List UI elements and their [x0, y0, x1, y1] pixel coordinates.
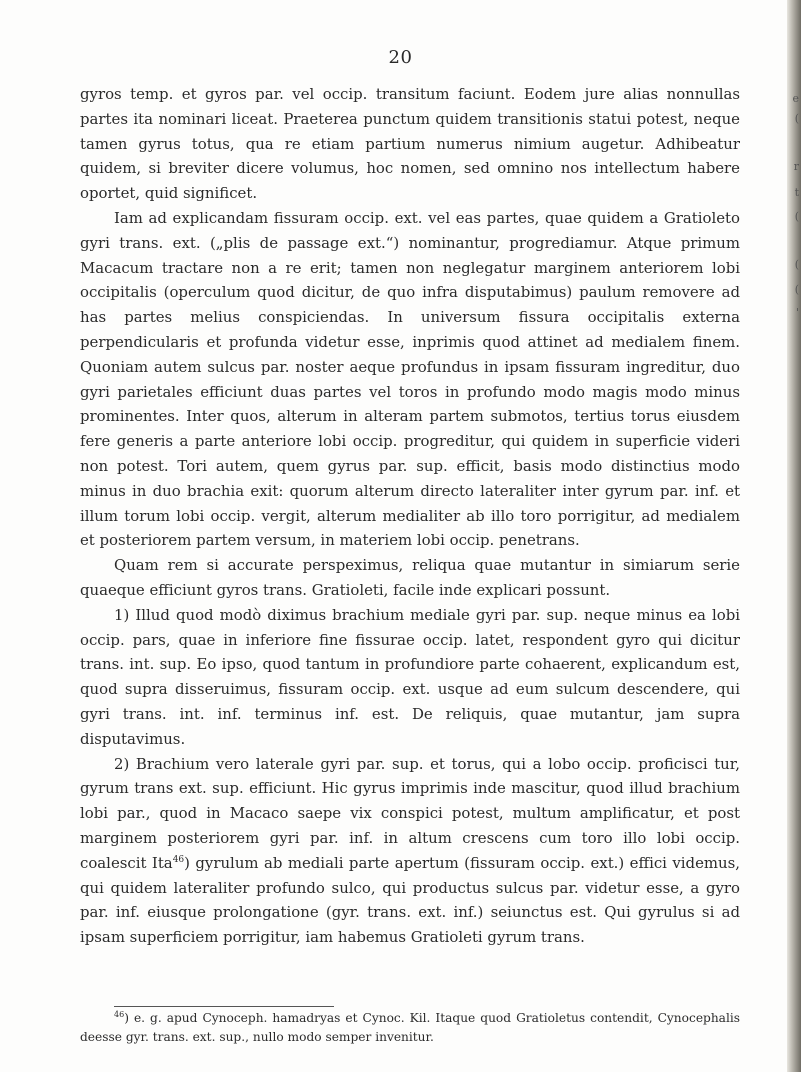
edge-letter: ( [794, 283, 799, 296]
footnote [80, 1009, 740, 1047]
paragraph [80, 752, 740, 950]
edge-letter: ( [794, 258, 799, 271]
paragraph: Iam ad explicandam fissuram occip. ext. vel eas partes, quae quidem a Gratioleto gyri trans. ext. („plis de passage ext.“) nominantur, progrediamur. Atque primum Macacum tractare non a re erit; tamen non neglegatur marginem anteriorem lobi occipitalis (operculum quod dicitur, de quo infra disputabimus) paulum removere ad has partes melius conspiciendas. In universum fissura occipitalis externa perpendicularis et profunda videtur esse, inprimis quod attinet ad medialem finem. Quoniam autem sulcus par. noster aeque profundus in ipsam fissuram ingreditur, duo gyri parietales efficiunt duas partes vel toros in profundo modo magis modo minus prominentes. Inter quos, alterum in alteram partem submotos, tertius torus eiusdem fere generis a parte anteriore lobi occip. progreditur, qui quidem in superficie videri non potest. Tori autem, quem gyrus par. sup. efficit, basis modo distinctius modo minus in duo brachia exit: quorum alterum directo lateraliter inter gyrum par. inf. et illum torum lobi occip. vergit, alterum medialiter ab illo toro porrigitur, ad medialem et posteriorem partem versum, in materiem lobi occip. penetrans. [80, 208, 740, 550]
footnote-text: ) e. g. apud Cynoceph. hamadryas et Cynoc. Kil. Itaque quod Gratioletus contendit, Cynocephalis deesse gyr. trans. ext. sup., nullo modo semper invenitur. [80, 1011, 740, 1044]
paragraph: Quam rem si accurate perspeximus, reliqua quae mutantur in simiarum serie quaeque efficiunt gyros trans. Gratioleti, facile inde explicari possunt. [80, 556, 740, 599]
edge-letter: ( [794, 112, 799, 125]
edge-letter: t [794, 186, 799, 199]
body-text [80, 82, 740, 950]
edge-letter: ' [795, 306, 799, 319]
paragraph-text: ) gyrulum ab mediali parte apertum (fissuram occip. ext.) effici videmus, qui quidem lateraliter profundo sulco, qui productus sulcus par. videtur esse, a gyro par. inf. eiusque prolongatione (gyr. trans. ext. inf.) seiunctus est. Qui gyrulus si ad ipsam superficiem porrigitur, iam habemus Gratioleti gyrum trans. [80, 853, 740, 947]
edge-letter: e [792, 92, 799, 105]
edge-letter: r [793, 160, 799, 173]
page-number: 20 [388, 47, 413, 68]
adjacent-page-edge [787, 0, 801, 1072]
paragraph: 1) Illud quod modò diximus brachium mediale gyri par. sup. neque minus ea lobi occip. pars, quae in inferiore fine fissurae occip. latet, respondent gyro qui dicitur trans. int. sup. Eo ipso, quod tantum in profundiore parte cohaerent, explicandum est, quod supra disseruimus, fissuram occip. ext. usque ad eum sulcum descendere, qui gyri trans. int. inf. terminus inf. est. De reliquis, quae mutantur, jam supra disputavimus. [80, 605, 740, 748]
footnote-reference[interactable]: 46 [172, 854, 185, 865]
footnote-mark: 46 [114, 1009, 125, 1019]
paragraph-text: 2) Brachium vero laterale gyri par. sup. et torus, qui a lobo occip. proficisci tur, gyrum trans ext. sup. efficiunt. Hic gyrus imprimis inde mascitur, quod illud brachium lobi par., quod in Macaco saepe vix conspici potest, multum amplificatur, et post marginem posteriorem gyri par. inf. in altum crescens cum toro illo lobi occip. coalescit Ita [80, 754, 740, 872]
paragraph: gyros temp. et gyros par. vel occip. transitum faciunt. Eodem jure alias nonnullas partes ita nominari liceat. Praeterea punctum quidem transitionis statui potest, neque tamen gyrus totus, qua re etiam partium numerus nimium augetur. Adhibeatur quidem, si breviter dicere volumus, hoc nomen, sed omnino nos intellectum habere oportet, quid significet. [80, 85, 740, 203]
footnote-divider [114, 1006, 334, 1007]
edge-letter: ( [794, 210, 799, 223]
